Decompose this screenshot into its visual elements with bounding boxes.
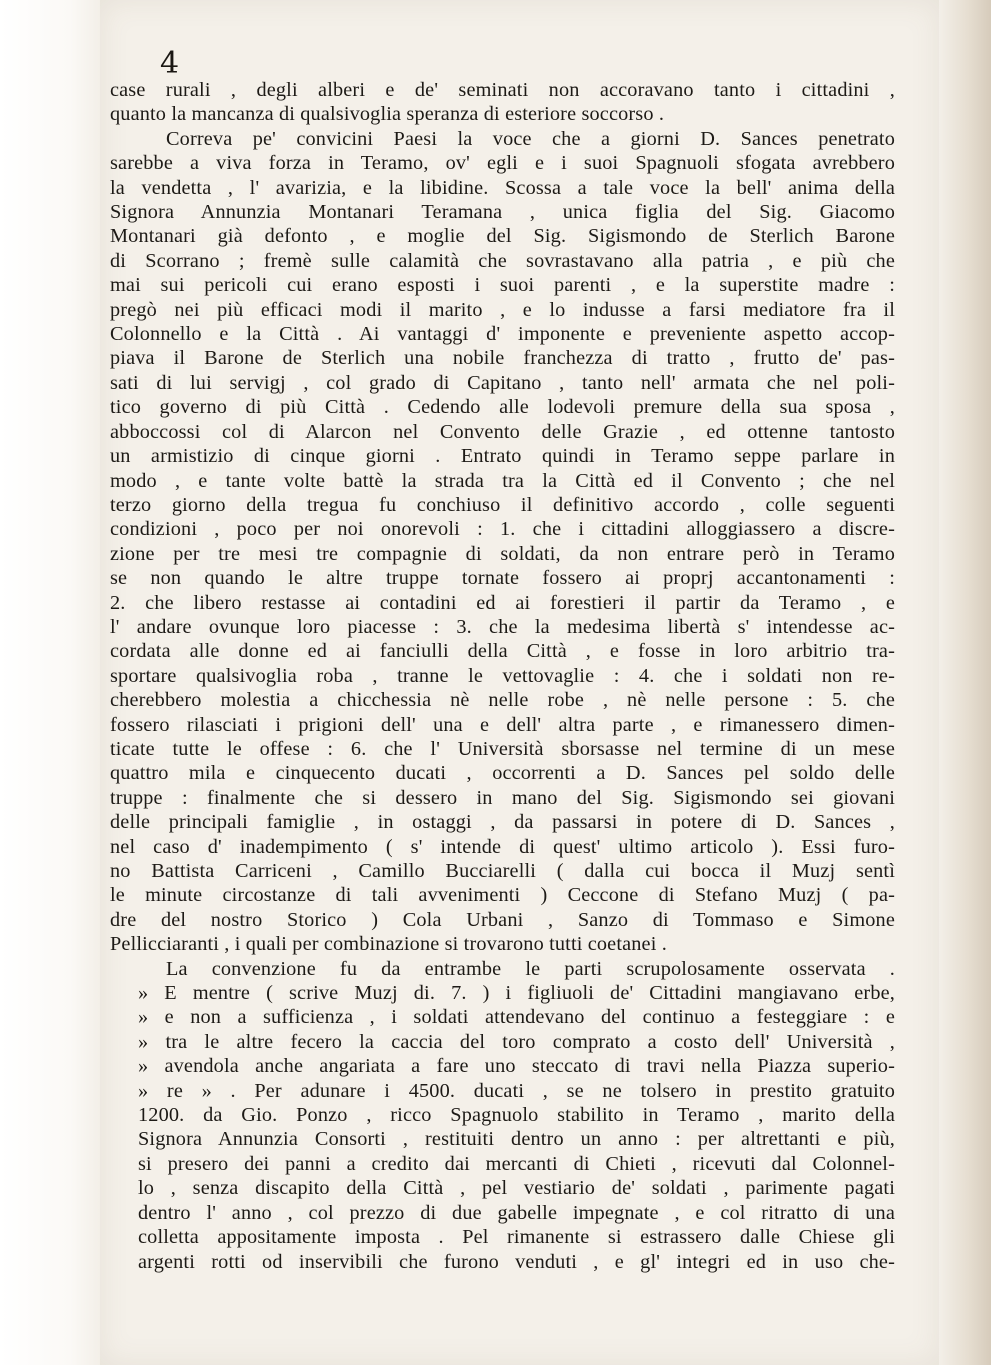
text-line: le minute circostanze di tali avvenimenti ) Ceccone di Stefano Muzj ( pa- [110, 884, 895, 907]
text-line: Signora Annunzia Consorti , restituiti dentro un anno : per altrettanti e più, [138, 1128, 895, 1151]
quote-line: » tra le altre fecero la caccia del toro comprato a costo dell' Università , [138, 1030, 895, 1053]
text-line: quattro mila e cinquecento ducati , occorrenti a D. Sances pel soldo delle [110, 762, 895, 785]
text-line: argenti rotti od inservibili che furono venduti , e gl' integri ed in uso che- [138, 1250, 895, 1273]
text-line: piava il Barone de Sterlich una nobile franchezza di tratto , frutto de' pas- [110, 347, 895, 370]
text-line: sarebbe a viva forza in Teramo, ov' egli e i suoi Spagnuoli sfogata avrebbero [110, 152, 895, 175]
text-line: la vendetta , l' avarizia, e la libidine. Scossa a tale voce la bell' anima della [110, 176, 895, 199]
text-line: delle principali famiglie , in ostaggi , da passarsi in potere di D. Sances , [110, 811, 895, 834]
text-line: abboccossi col di Alarcon nel Convento delle Grazie , ed ottenne tantosto [110, 420, 895, 443]
book-gutter [939, 0, 991, 1365]
text-line: fossero rilasciati i prigioni dell' una e dell' altra parte , e rimanessero dimen- [110, 713, 895, 736]
text-line: cherebbero molestia a chicchessia nè nelle robe , nè nelle persone : 5. che [110, 689, 895, 712]
text-line: Signora Annunzia Montanari Teramana , unica figlia del Sig. Giacomo [110, 201, 895, 224]
text-line: cordata alle donne ed ai fanciulli della Città , e fosse in loro arbitrio tra- [110, 640, 895, 663]
text-line: Colonnello e la Città . Ai vantaggi d' imponente e preveniente aspetto accop- [110, 323, 895, 346]
text-line: sportare qualsivoglia roba , tranne le vettovaglie : 4. che i soldati non re- [110, 664, 895, 687]
text-line: dentro l' anno , col prezzo di due gabelle impegnate , e col ritratto di una [138, 1201, 895, 1224]
text-line: l' andare ovunque loro piacesse : 3. che la medesima libertà s' intendesse ac- [110, 615, 895, 638]
text-line: terzo giorno della tregua fu conchiuso il definitivo accordo , colle seguenti [110, 493, 895, 516]
text-line: no Battista Carriceni , Camillo Bucciarelli ( dalla cui bocca il Muzj sentì [110, 860, 895, 882]
text-line: tico governo di più Città . Cedendo alle lodevoli premure della sua sposa , [110, 396, 895, 419]
quote-line: » E mentre ( scrive Muzj di. 7. ) i figliuoli de' Cittadini mangiavano erbe, [138, 982, 895, 1005]
text-line: condizioni , poco per noi onorevoli : 1. che i cittadini alloggiassero a discre- [110, 518, 895, 541]
quote-line: » e non a sufficienza , i soldati attendevano del continuo a festeggiare : e [138, 1006, 895, 1029]
book-page [100, 0, 939, 1365]
text-line: Pellicciaranti , i quali per combinazione si trovarono tutti coetanei . [110, 933, 667, 956]
text-line: lo , senza discapito della Città , pel vestiario de' soldati , parimente pagati [138, 1177, 895, 1200]
text-line: case rurali , degli alberi e de' seminati non accoravano tanto i cittadini , [110, 79, 895, 101]
text-line: sati di lui servigj , col grado di Capitano , tanto nell' armata che nel poli- [110, 371, 895, 394]
text-line: Correva pe' convicini Paesi la voce che a giorni D. Sances penetrato [166, 127, 895, 150]
text-line: modo , e tante volte battè la strada tra la Città ed il Convento ; che nel [110, 469, 895, 492]
text-line: se non quando le altre truppe tornate fossero ai proprj accantonamenti : [110, 567, 895, 590]
text-line: 1200. da Gio. Ponzo , ricco Spagnuolo stabilito in Teramo , marito della [138, 1104, 895, 1127]
text-line: di Scorrano ; fremè sulle calamità che sovrastavano alla patria , e più che [110, 249, 895, 272]
text-line: 2. che libero restasse ai contadini ed ai forestieri il partir da Teramo , e [110, 591, 895, 614]
quote-line: » re » . Per adunare i 4500. ducati , se ne tolsero in prestito gratuito [138, 1079, 895, 1102]
text-line: pregò nei più efficaci modi il marito , e lo indusse a farsi mediatore fra il [110, 298, 895, 321]
text-line: quanto la mancanza di qualsivoglia speranza di esteriore soccorso . [110, 103, 665, 126]
text-line: truppe : finalmente che si dessero in mano del Sig. Sigismondo sei giovani [110, 786, 895, 809]
text-body [110, 78, 895, 1274]
text-line: zione per tre mesi tre compagnie di soldati, da non entrare però in Teramo [110, 542, 895, 565]
scan-margin [0, 0, 100, 1365]
text-line: un armistizio di cinque giorni . Entrato quindi in Teramo seppe parlare in [110, 445, 895, 468]
quote-line: » avendola anche angariata a fare uno steccato di travi nella Piazza superio- [138, 1055, 895, 1078]
text-line: ticate tutte le offese : 6. che l' Università sborsasse nel termine di un mese [110, 737, 895, 760]
text-line: dre del nostro Storico ) Cola Urbani , Sanzo di Tommaso e Simone [110, 908, 895, 931]
text-line: Montanari già defonto , e moglie del Sig. Sigismondo de Sterlich Barone [110, 225, 895, 248]
text-line: colletta appositamente imposta . Pel rimanente si estrassero dalle Chiese gli [138, 1226, 895, 1249]
page-number: 4 [160, 46, 180, 81]
text-line: mai sui pericoli cui erano esposti i suoi parenti , e la superstite madre : [110, 274, 895, 297]
text-line: si presero dei panni a credito dai mercanti di Chieti , ricevuti dal Colonnel- [138, 1152, 895, 1175]
text-line: nel caso d' inadempimento ( s' intende di quest' ultimo articolo ). Essi furo- [110, 835, 895, 858]
text-line: La convenzione fu da entrambe le parti scrupolosamente osservata . [166, 957, 895, 980]
